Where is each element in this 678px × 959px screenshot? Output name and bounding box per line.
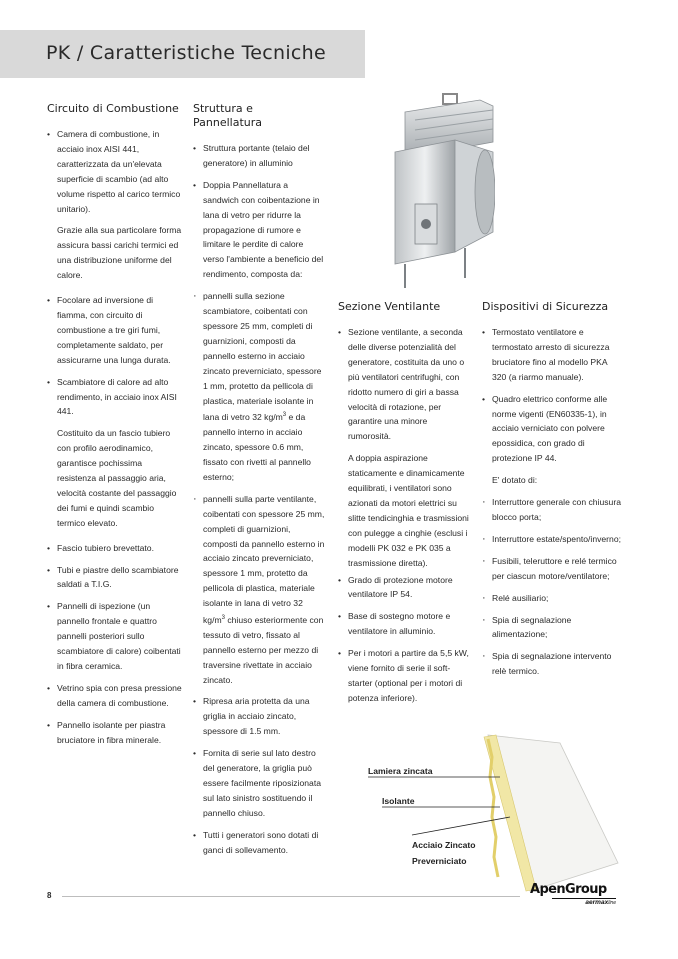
title-band: [0, 30, 365, 78]
section-title-combustione: Circuito di Combustione: [47, 102, 179, 115]
list-item: • Doppia Pannellatura a sandwich con coibentazione in lana di vetro per ridurre la propagazione di rumore e limitare le perdite di calore verso l'ambiente a beneficio del rendimento, composta da:: [193, 178, 325, 282]
list-item: • Per i motori a partire da 5,5 kW, viene fornito di serie il soft-starter (optional per i motori di potenza inferiore).: [338, 646, 472, 706]
column-struttura: [193, 102, 325, 865]
sub-brand: aermaxline: [552, 898, 616, 907]
diagram-label-isolante: Isolante: [382, 796, 415, 806]
list-item: · pannelli sulla parte ventilante, coibentati con spessore 25 mm, completi di guarnizioni, composti da pannello esterno in acciaio zincato preverniciato, spessore 1 mm, protetto da pellicola di plastica, materiale isolante in lana di vetro 32 $kg/m^3$ chiuso esteriormente con tessuto di vetro, fissato al pannello esterno per mezzo di traversine rivettate in acciaio zincato.: [193, 492, 325, 688]
list-item: · Fusibili, teleruttore e relé termico per ciascun motore/ventilatore;: [482, 554, 622, 584]
list-item: • Tutti i generatori sono dotati di ganci di sollevamento.: [193, 828, 325, 858]
list-item: · Interruttore generale con chiusura blocco porta;: [482, 495, 622, 525]
list-item: · Relé ausiliario;: [482, 591, 622, 606]
column-combustione: [47, 102, 183, 755]
list-item: • Termostato ventilatore e termostato arresto di sicurezza bruciatore fino al modello PKA 320 (a riarmo manuale).: [482, 325, 622, 385]
list-item: • Struttura portante (telaio del generatore) in alluminio: [193, 141, 325, 171]
column-sicurezza: [482, 300, 622, 686]
section-title-ventilante: Sezione Ventilante: [338, 300, 441, 313]
list-item: • Grado di protezione motore ventilatore IP 54.: [338, 573, 472, 603]
list-item: • Fascio tubiero brevettato.: [47, 541, 183, 556]
list-item: · Interruttore estate/spento/inverno;: [482, 532, 622, 547]
brand-logo: [530, 882, 616, 906]
list-item: • Base di sostegno motore e ventilatore in alluminio.: [338, 609, 472, 639]
column-ventilante: [338, 300, 472, 713]
list-item: • Tubi e piastre dello scambiatore saldati a T.I.G.: [47, 563, 183, 593]
list-item: • Vetrino spia con presa pressione della camera di combustione.: [47, 681, 183, 711]
paragraph: E' dotato di:: [492, 475, 538, 486]
product-image: [385, 92, 495, 292]
footer-divider: [62, 896, 520, 897]
list-item: • Camera di combustione, in acciaio inox AISI 441, caratterizzata da un'elevata superficie di scambio (ad alto volume rispetto al carico termico unitario).: [47, 127, 183, 216]
section-title-struttura: Struttura e Pannellatura: [193, 102, 262, 129]
paragraph: A doppia aspirazione staticamente e dinamicamente equilibrati, i ventilatori sono azionati da motori elettrici su slitte tendicinghia e trasmissioni con pulegge a cinghie (esclusi i modelli PK 032 e PK 035 a trasmissione diretta).: [348, 453, 469, 568]
list-item: • Focolare ad inversione di fiamma, con circuito di combustione a tre giri fumi, completamente saldato, per assicurarne una lunga durata.: [47, 293, 183, 368]
diagram-label-acciaio: Acciaio Zincato Preverniciato: [412, 840, 476, 866]
list-item: • Fornita di serie sul lato destro del generatore, la griglia può essere facilmente riposizionata sul lato sinistro sostituendo il pannello chiuso.: [193, 746, 325, 821]
list-item: • Ripresa aria protetta da una griglia in acciaio zincato, spessore di 1.5 mm.: [193, 694, 325, 739]
page-number: 8: [47, 891, 52, 900]
page-title: PK / Caratteristiche Tecniche: [46, 42, 326, 64]
list-item: · Spia di segnalazione alimentazione;: [482, 613, 622, 643]
list-item: • Scambiatore di calore ad alto rendimento, in acciaio inox AISI 441.: [47, 375, 183, 420]
list-item: • Pannello isolante per piastra bruciatore in fibra minerale.: [47, 718, 183, 748]
list-item: • Quadro elettrico conforme alle norme vigenti (EN60335-1), in acciaio verniciato con polvere epossidica, con grado di protezione IP 44.: [482, 392, 622, 467]
paragraph: Costituito da un fascio tubiero con profilo aerodinamico, garantisce pochissima resistenza al passaggio aria, velocità costante del passaggio dei fumi e quindi scambio termico elevato.: [57, 428, 177, 528]
brand-name: ApenGroup: [530, 882, 607, 897]
list-item: · Spia di segnalazione intervento relè termico.: [482, 649, 622, 679]
list-item: • Pannelli di ispezione (un pannello frontale e quattro pannelli posteriori sullo scambiatore di calore) coibentati in fibra ceramica.: [47, 599, 183, 674]
list-item: · pannelli sulla sezione scambiatore, coibentati con spessore 25 mm, completi di guarnizioni, composti da pannello esterno in acciaio zincato preverniciato, spessore 1 mm, protetto da pellicola di plastica, materiale isolante in lana di vetro 32 $kg/m^3$ e da pannello interno in acciaio zincato, spessore 0.6 mm, fissato con rivetti al pannello esterno;: [193, 289, 325, 485]
panel-section-diagram: [360, 733, 620, 893]
list-item: • Sezione ventilante, a seconda delle diverse potenzialità del generatore, costituita da uno o più ventilatori centrifughi, con ridotto numero di giri a bassa velocità di rotazione, per garantire una minore rumorosità.: [338, 325, 472, 444]
paragraph: Grazie alla sua particolare forma assicura bassi carichi termici ed una distribuzione uniforme del calore.: [57, 225, 182, 281]
section-title-sicurezza: Dispositivi di Sicurezza: [482, 300, 609, 313]
diagram-label-lamiera: Lamiera zincata: [368, 766, 433, 776]
